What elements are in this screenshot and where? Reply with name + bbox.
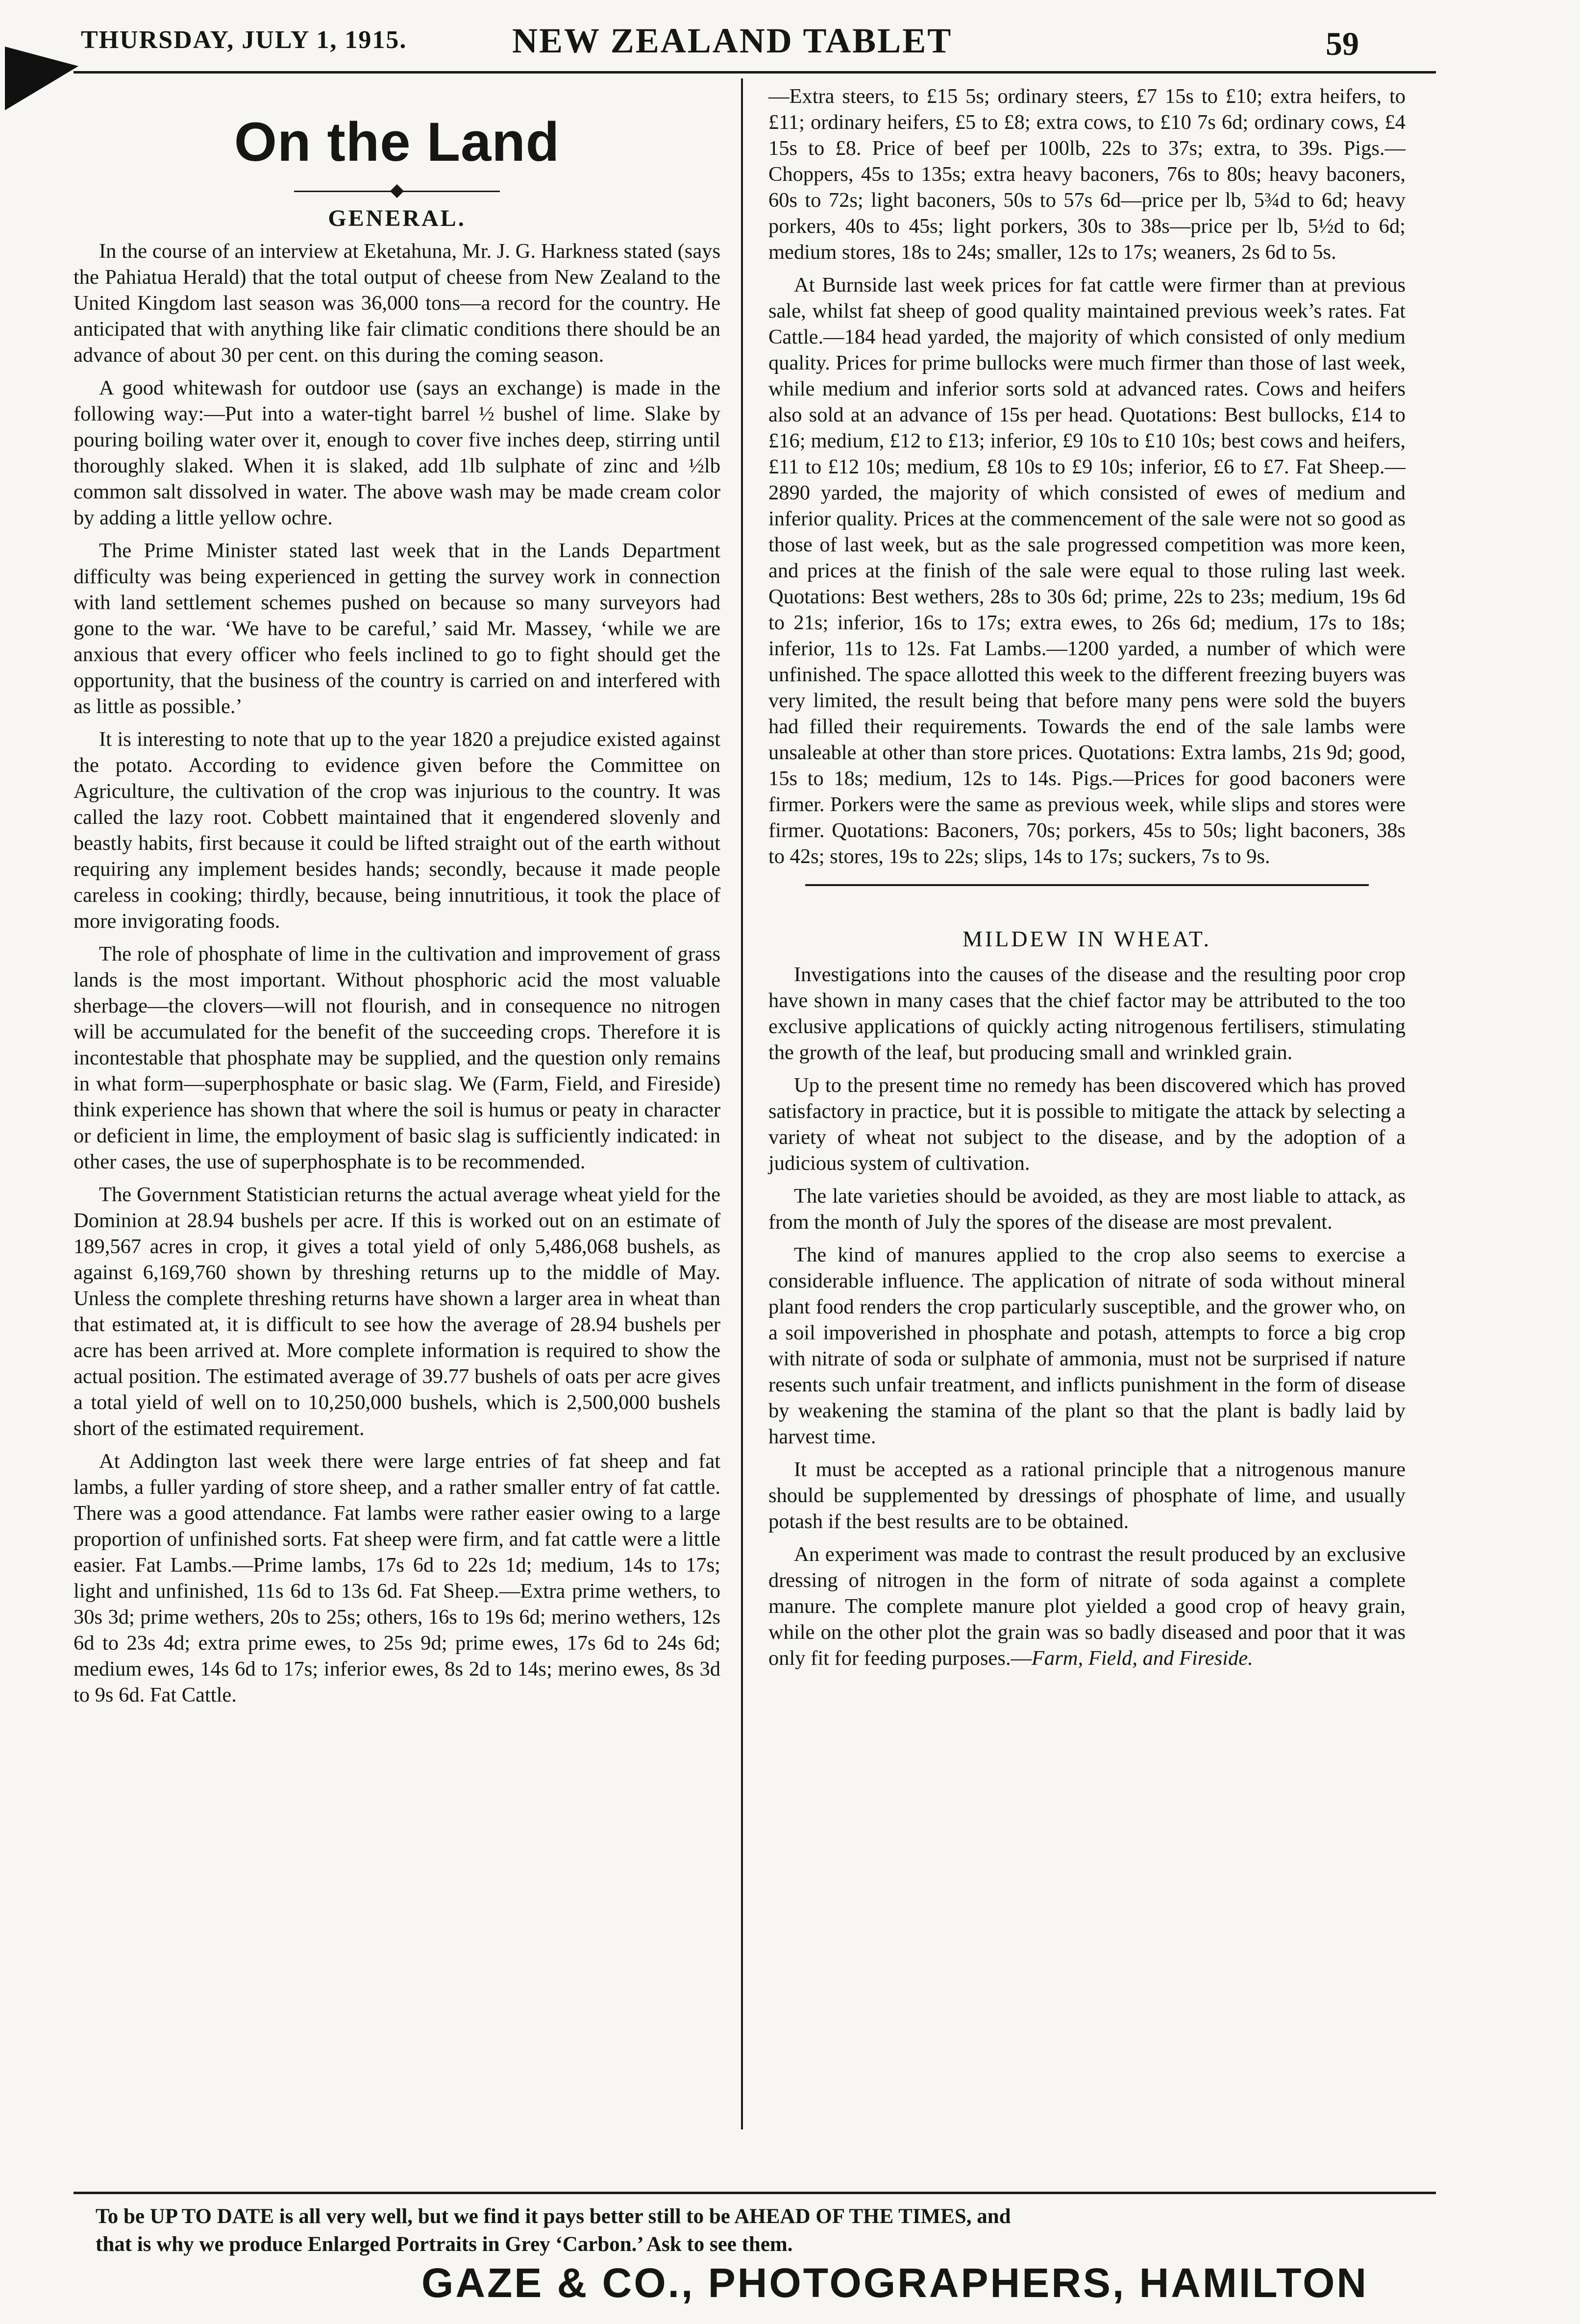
title-ornament	[294, 186, 500, 196]
advert-rule	[74, 2192, 1436, 2194]
article-paragraph: At Addington last week there were large entries of fat sheep and fat lambs, a fuller yarding of store sheep, and a rather smaller entry of fat cattle. There was a good attendance. Fat lambs were rather easier owing to a large proportion of unfinished sorts. Fat sheep were firm, and fat cattle were a little easier. Fat Lambs.—Prime lambs, 17s 6d to 22s 1d; medium, 14s to 17s; light and unfinished, 11s 6d to 13s 6d. Fat Sheep.—Extra prime wethers, to 30s 3d; prime wethers, 20s to 25s; others, 16s to 19s 6d; merino wethers, 12s 6d to 23s 4d; extra prime ewes, to 25s 9d; prime ewes, 17s 6d to 24s 6d; medium ewes, 14s 6d to 17s; inferior ewes, 8s 2d to 14s; merino ewes, 8s 3d to 9s 6d. Fat Cattle.	[74, 1450, 720, 1706]
left-column	[74, 83, 720, 1715]
article-paragraph: The Government Statistician returns the actual average wheat yield for the Dominion at 28.94 bushels per acre. If this is worked out on an estimate of 189,567 acres in crop, it gives a total yield of only 5,486,068 bushels, as against 6,169,760 shown by threshing returns up to the middle of May. Unless the complete threshing returns have shown a larger area in wheat than that estimated at, it is difficult to see how the average of 28.94 bushels per acre has been arrived at. More complete information is required to show the actual position. The estimated average of 39.77 bushels of oats per acre gives a total yield of well on to 10,250,000 bushels, which is 2,500,000 bushels short of the estimated requirement.	[74, 1183, 720, 1440]
advert-line-1: To be UP TO DATE is all very well, but we find it pays better still to be AHEAD OF THE TIMES, and	[96, 2205, 1011, 2228]
section-heading: GENERAL.	[328, 205, 466, 231]
ink-blot	[5, 47, 78, 110]
final-paragraph-text: An experiment was made to contrast the result produced by an exclusive dressing of nitrogen in the form of nitrate of soda against a complete manure. The complete manure plot yielded a good crop of heavy grain, while on the other plot the grain was so badly diseased and poor that it was only fit for feeding purposes.—	[768, 1543, 1406, 1670]
column-divider	[741, 78, 743, 2129]
page-number: 59	[1326, 25, 1359, 62]
article-paragraph: The Prime Minister stated last week that in the Lands Department difficulty was being experienced in getting the survey work in connection with land settlement schemes pushed on because so many surveyors had gone to the war. ‘We have to be careful,’ said Mr. Massey, ‘while we are anxious that every officer who feels inclined to go to fight should get the opportunity, that the business of the country is carried on and interfered with as little as possible.’	[74, 539, 720, 718]
article-paragraph: It must be accepted as a rational principle that a nitrogenous manure should be supplemented by dressings of phosphate of lime, and usually potash if the best results are to be obtained.	[768, 1458, 1406, 1533]
section-rule	[805, 884, 1369, 886]
article-paragraph: The kind of manures applied to the crop also seems to exercise a considerable influence. The application of nitrate of soda without mineral plant food renders the crop particularly susceptible, and the grower who, on a soil impoverished in phosphate and potash, attempts to force a big crop with nitrate of soda or sulphate of ammonia, must not be surprised if nature resents such unfair treatment, and inflicts punishment in the form of disease by weakening the stamina of the plant so that the plant is badly laid by harvest time.	[768, 1243, 1406, 1448]
article-paragraph: It is interesting to note that up to the year 1820 a prejudice existed against the potato. According to evidence given before the Committee on Agriculture, the cultivation of the crop was injurious to the country. It was called the lazy root. Cobbett maintained that it engendered slovenly and beastly habits, first because it could be lifted straight out of the earth without requiring any implement besides hands; secondly, because it made people careless in cooking; thirdly, because, being innutritious, it took the place of more invigorating foods.	[74, 728, 720, 933]
issue-date: THURSDAY, JULY 1, 1915.	[81, 26, 407, 54]
article-paragraph: At Burnside last week prices for fat cattle were firmer than at previous sale, whilst fat sheep of good quality maintained previous week’s rates. Fat Cattle.—184 head yarded, the majority of which consisted of only medium quality. Prices for prime bullocks were much firmer than those of last week, while medium and inferior sorts sold at advanced rates. Cows and heifers also sold at an advance of 15s per head. Quotations: Best bullocks, £14 to £16; medium, £12 to £13; inferior, £9 10s to £10 10s; best cows and heifers, £11 to £12 10s; medium, £8 10s to £9 10s; inferior, £6 to £7. Fat Sheep.—2890 yarded, the majority of which consisted of ewes of medium and inferior quality. Prices at the commencement of the sale were not so good as those of last week, but as the sale progressed competition was more keen, and prices at the finish of the sale were equal to those ruling last week. Quotations: Best wethers, 28s to 30s 6d; prime, 22s to 23s; medium, 19s 6d to 21s; inferior, 16s to 17s; extra ewes, to 26s 6d; medium, 17s to 18s; inferior, 11s to 12s. Fat Lambs.—1200 yarded, a number of which were unfinished. The space allotted this week to the different freezing buyers was very limited, the result being that before many pens were sold the buyers had filled their requirements. Towards the end of the sale lambs were unsaleable at other than store prices. Quotations: Extra lambs, 21s 9d; good, 15s to 18s; medium, 12s to 14s. Pigs.—Prices for good baconers were firmer. Porkers were the same as previous week, while slips and stores were firmer. Quotations: Baconers, 70s; porkers, 45s to 50s; light baconers, 38s to 42s; stores, 19s to 22s; slips, 14s to 17s; suckers, 7s to 9s.	[768, 273, 1406, 868]
article-paragraph	[768, 1541, 1406, 1671]
advert-business-name: GAZE & CO., PHOTOGRAPHERS, HAMILTON	[421, 2260, 1369, 2306]
article-paragraph: In the course of an interview at Eketahuna, Mr. J. G. Harkness stated (says the Pahiatua Herald) that the total output of cheese from New Zealand to the United Kingdom last season was 36,000 tons—a record for the country. He anticipated that with anything like fair climatic conditions there should be an advance of about 30 per cent. on this during the coming season.	[74, 240, 720, 367]
article-paragraph: The role of phosphate of lime in the cultivation and improvement of grass lands is the most important. Without phosphoric acid the most valuable sherbage—the clovers—will not flourish, and in consequence no nitrogen will be accumulated for the benefit of the succeeding crops. Therefore it is incontestable that phosphate may be supplied, and the question only remains in what form—superphosphate or basic slag. We (Farm, Field, and Fireside) think experience has shown that where the soil is humus or peaty in character or deficient in lime, the employment of basic slag is sufficiently indicated: in other cases, the use of superphosphate is to be recommended.	[74, 942, 720, 1173]
article-paragraph: —Extra steers, to £15 5s; ordinary steers, £7 15s to £10; extra heifers, to £11; ordinary heifers, £5 to £8; extra cows, to £10 7s 6d; ordinary cows, £4 15s to £8. Price of beef per 100lb, 22s to 37s; extra, to 39s. Pigs.—Choppers, 45s to 135s; extra heavy baconers, 76s to 80s; heavy baconers, 60s to 72s; light baconers, 50s to 57s 6d—price per lb, 5¾d to 6d; heavy porkers, 40s to 45s; light porkers, 30s to 38s—price per lb, 5½d to 6d; medium stores, 18s to 24s; smaller, 12s to 17s; weaners, 2s 6d to 5s.	[768, 85, 1406, 264]
article-paragraph: Investigations into the causes of the disease and the resulting poor crop have shown in many cases that the chief factor may be attributed to the too exclusive applications of quickly acting nitrogenous fertilisers, stimulating the growth of the leaf, but producing small and wrinkled grain.	[768, 963, 1406, 1064]
article-paragraph: Up to the present time no remedy has been discovered which has proved satisfactory in practice, but it is possible to mitigate the attack by selecting a variety of wheat not subject to the disease, and by the adoption of a judicious system of cultivation.	[768, 1074, 1406, 1175]
feature-title: On the Land	[234, 111, 560, 173]
right-column	[768, 83, 1406, 1678]
header-rule	[74, 71, 1436, 74]
masthead-title: NEW ZEALAND TABLET	[512, 21, 953, 60]
article-paragraph: A good whitewash for outdoor use (says an exchange) is made in the following way:—Put into a water-tight barrel ½ bushel of lime. Slake by pouring boiling water over it, enough to cover five inches deep, stirring until thoroughly slaked. When it is slaked, add 1lb sulphate of zinc and ½lb common salt dissolved in water. The above wash may be made cream color by adding a little yellow ochre.	[74, 376, 720, 529]
advert-line-2: that is why we produce Enlarged Portraits in Grey ‘Carbon.’ Ask to see them.	[96, 2233, 793, 2256]
mildew-heading: MILDEW IN WHEAT.	[963, 926, 1211, 951]
source-credit: Farm, Field, and Fireside.	[1032, 1647, 1253, 1670]
article-paragraph: The late varieties should be avoided, as they are most liable to attack, as from the month of July the spores of the disease are most prevalent.	[768, 1185, 1406, 1234]
